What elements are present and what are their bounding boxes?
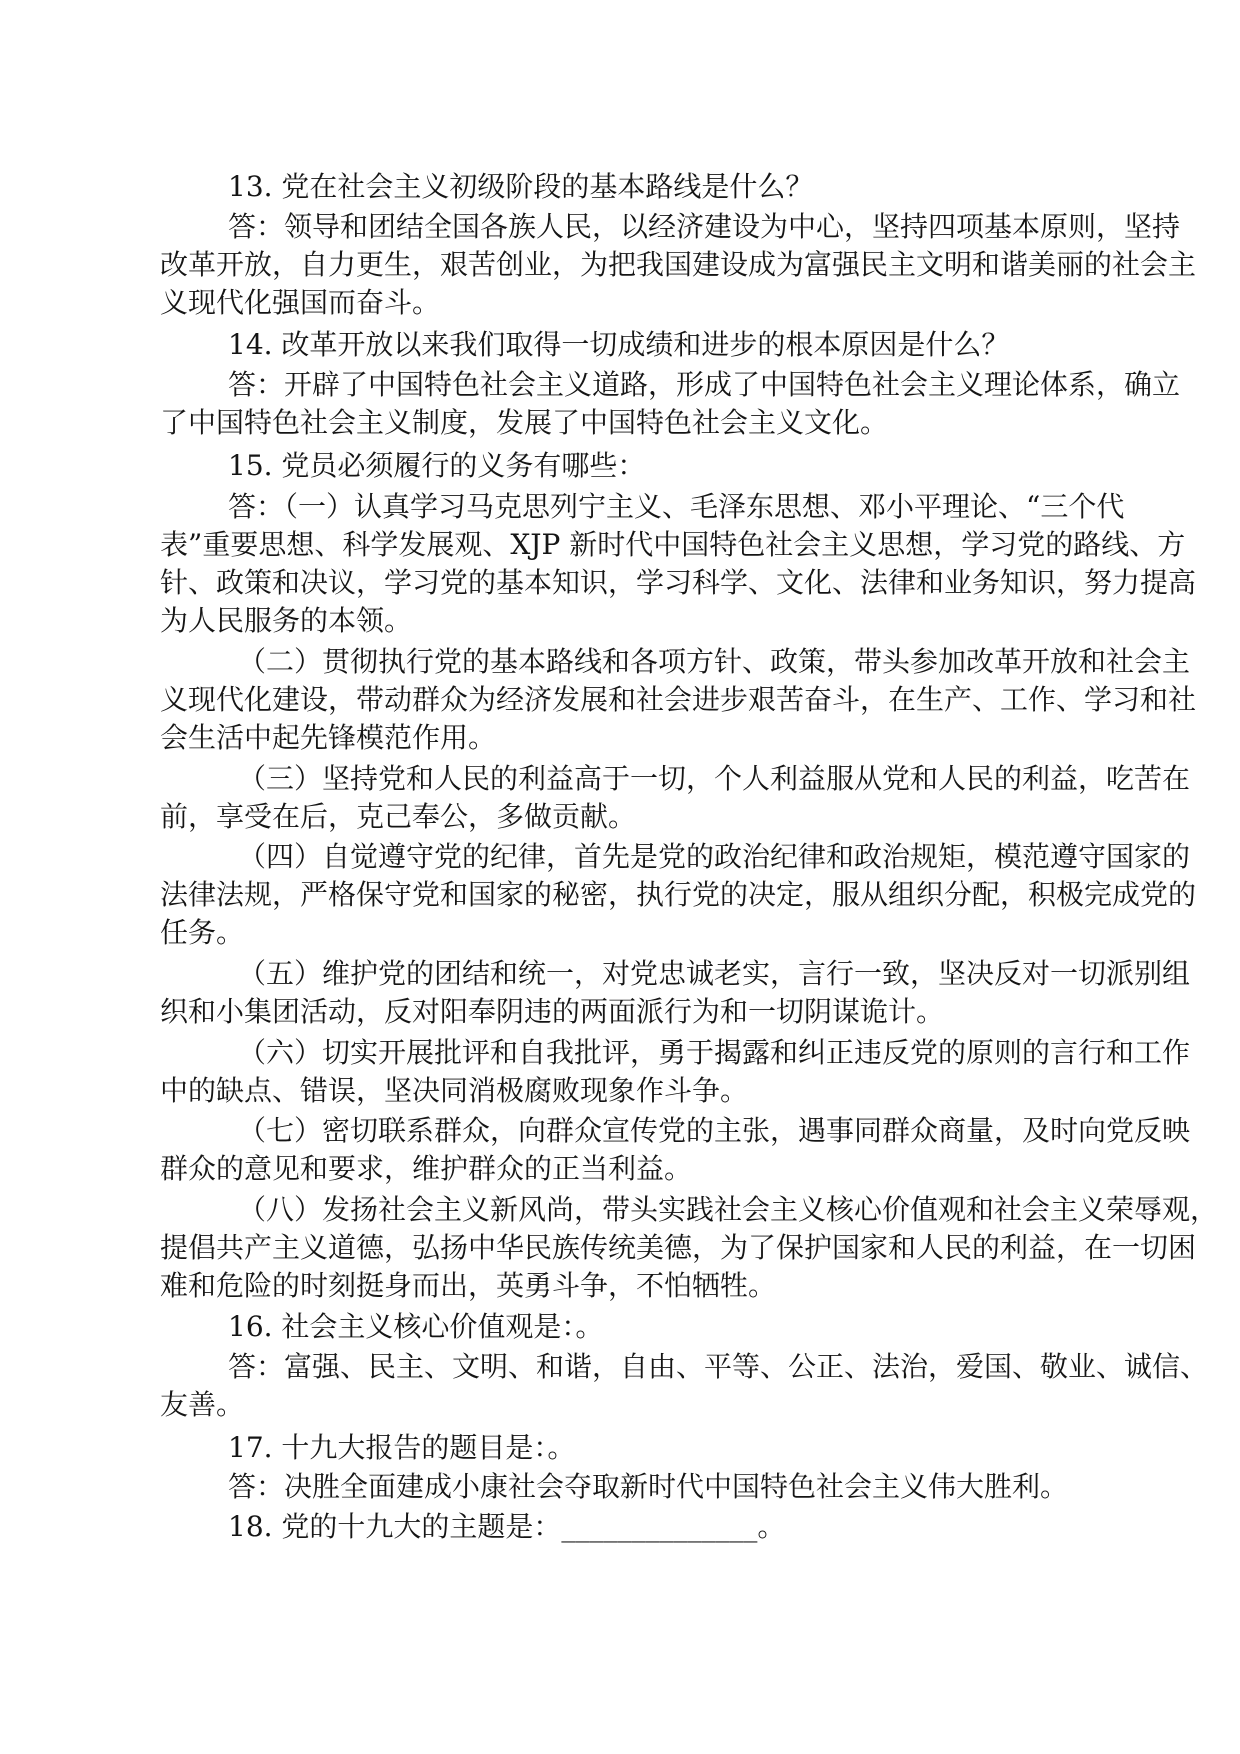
- answer-15-item-6-line-1: （六）切实开展批评和自我批评，勇于揭露和纠正违反党的原则的言行和工作: [238, 1036, 1191, 1069]
- answer-15-item-1-line-1: 答：（一）认真学习马克思列宁主义、毛泽东思想、邓小平理论、“三个代: [228, 490, 1125, 523]
- question-17-line-1: 17. 十九大报告的题目是：。: [228, 1431, 576, 1464]
- question-15-line-1: 15. 党员必须履行的义务有哪些：: [228, 449, 646, 482]
- question-13: [160, 168, 1080, 206]
- question-18-line-1: 18. 党的十九大的主题是：______________。: [228, 1510, 786, 1543]
- answer-15-item-7-line-1: （七）密切联系群众，向群众宣传党的主张，遇事同群众商量，及时向党反映: [238, 1114, 1191, 1147]
- answer-15-item-3: [160, 760, 1191, 836]
- answer-15-item-2: [160, 643, 1197, 757]
- answer-15-item-4-line-3: 任务。: [160, 916, 245, 949]
- answer-15-item-4-line-1: （四）自觉遵守党的纪律，首先是党的政治纪律和政治规矩，模范遵守国家的: [238, 840, 1191, 873]
- answer-14-line-2: 了中国特色社会主义制度，发展了中国特色社会主义文化。: [160, 406, 889, 439]
- answer-16-line-1: 答：富强、民主、文明、和谐，自由、平等、公正、法治，爱国、敬业、诚信、: [228, 1350, 1209, 1383]
- question-14: [160, 326, 1080, 364]
- answer-15-item-5: [160, 955, 1191, 1031]
- question-18: [160, 1508, 1080, 1546]
- answer-15-item-7-line-2: 群众的意见和要求，维护群众的正当利益。: [160, 1152, 693, 1185]
- answer-15-item-4: [160, 838, 1197, 952]
- answer-15-item-1: [160, 488, 1197, 640]
- answer-15-item-1-line-4: 为人民服务的本领。: [160, 604, 413, 637]
- answer-15-item-2-line-2: 义现代化建设，带动群众为经济发展和社会进步艰苦奋斗，在生产、工作、学习和社: [160, 683, 1197, 716]
- answer-16: [160, 1348, 1209, 1424]
- answer-15-item-8-line-2: 提倡共产主义道德，弘扬中华民族传统美德，为了保护国家和人民的利益，在一切困: [160, 1231, 1197, 1264]
- answer-15-item-4-line-2: 法律法规，严格保守党和国家的秘密，执行党的决定，服从组织分配，积极完成党的: [160, 878, 1197, 911]
- question-15: [160, 447, 1080, 485]
- question-16: [160, 1308, 1080, 1346]
- answer-15-item-2-line-3: 会生活中起先锋模范作用。: [160, 721, 497, 754]
- answer-15-item-1-line-3: 针、政策和决议，学习党的基本知识，学习科学、文化、法律和业务知识，努力提高: [160, 566, 1197, 599]
- question-13-line-1: 13. 党在社会主义初级阶段的基本路线是什么？: [228, 170, 814, 203]
- answer-13-line-1: 答：领导和团结全国各族人民，以经济建设为中心，坚持四项基本原则，坚持: [228, 210, 1181, 243]
- answer-15-item-8-line-3: 难和危险的时刻挺身而出，英勇斗争，不怕牺牲。: [160, 1269, 777, 1302]
- answer-15-item-5-line-1: （五）维护党的团结和统一，对党忠诚老实，言行一致，坚决反对一切派别组: [238, 957, 1191, 990]
- question-17: [160, 1429, 1080, 1467]
- answer-17: [160, 1468, 1080, 1506]
- answer-15-item-5-line-2: 织和小集团活动，反对阳奉阴违的两面派行为和一切阴谋诡计。: [160, 995, 945, 1028]
- answer-14-line-1: 答：开辟了中国特色社会主义道路，形成了中国特色社会主义理论体系，确立: [228, 368, 1181, 401]
- answer-13-line-3: 义现代化强国而奋斗。: [160, 286, 441, 319]
- answer-16-line-2: 友善。: [160, 1388, 245, 1421]
- answer-15-item-3-line-2: 前，享受在后，克己奉公，多做贡献。: [160, 800, 637, 833]
- answer-15-item-6-line-2: 中的缺点、错误，坚决同消极腐败现象作斗争。: [160, 1074, 749, 1107]
- answer-15-item-2-line-1: （二）贯彻执行党的基本路线和各项方针、政策，带头参加改革开放和社会主: [238, 645, 1191, 678]
- question-14-line-1: 14. 改革开放以来我们取得一切成绩和进步的根本原因是什么？: [228, 328, 1010, 361]
- answer-17-line-1: 答：决胜全面建成小康社会夺取新时代中国特色社会主义伟大胜利。: [228, 1470, 1069, 1503]
- question-16-line-1: 16. 社会主义核心价值观是：。: [228, 1310, 604, 1343]
- answer-15-item-7: [160, 1112, 1191, 1188]
- answer-15-item-6: [160, 1034, 1191, 1110]
- answer-15-item-8: [160, 1191, 1219, 1305]
- answer-15-item-1-line-2: 表”重要思想、科学发展观、XJP 新时代中国特色社会主义思想，学习党的路线、方: [160, 528, 1186, 561]
- answer-13: [160, 208, 1197, 322]
- answer-13-line-2: 改革开放，自力更生，艰苦创业，为把我国建设成为富强民主文明和谐美丽的社会主: [160, 248, 1197, 281]
- answer-15-item-8-line-1: （八）发扬社会主义新风尚，带头实践社会主义核心价值观和社会主义荣辱观，: [238, 1193, 1219, 1226]
- answer-14: [160, 366, 1181, 442]
- answer-15-item-3-line-1: （三）坚持党和人民的利益高于一切，个人利益服从党和人民的利益，吃苦在: [238, 762, 1191, 795]
